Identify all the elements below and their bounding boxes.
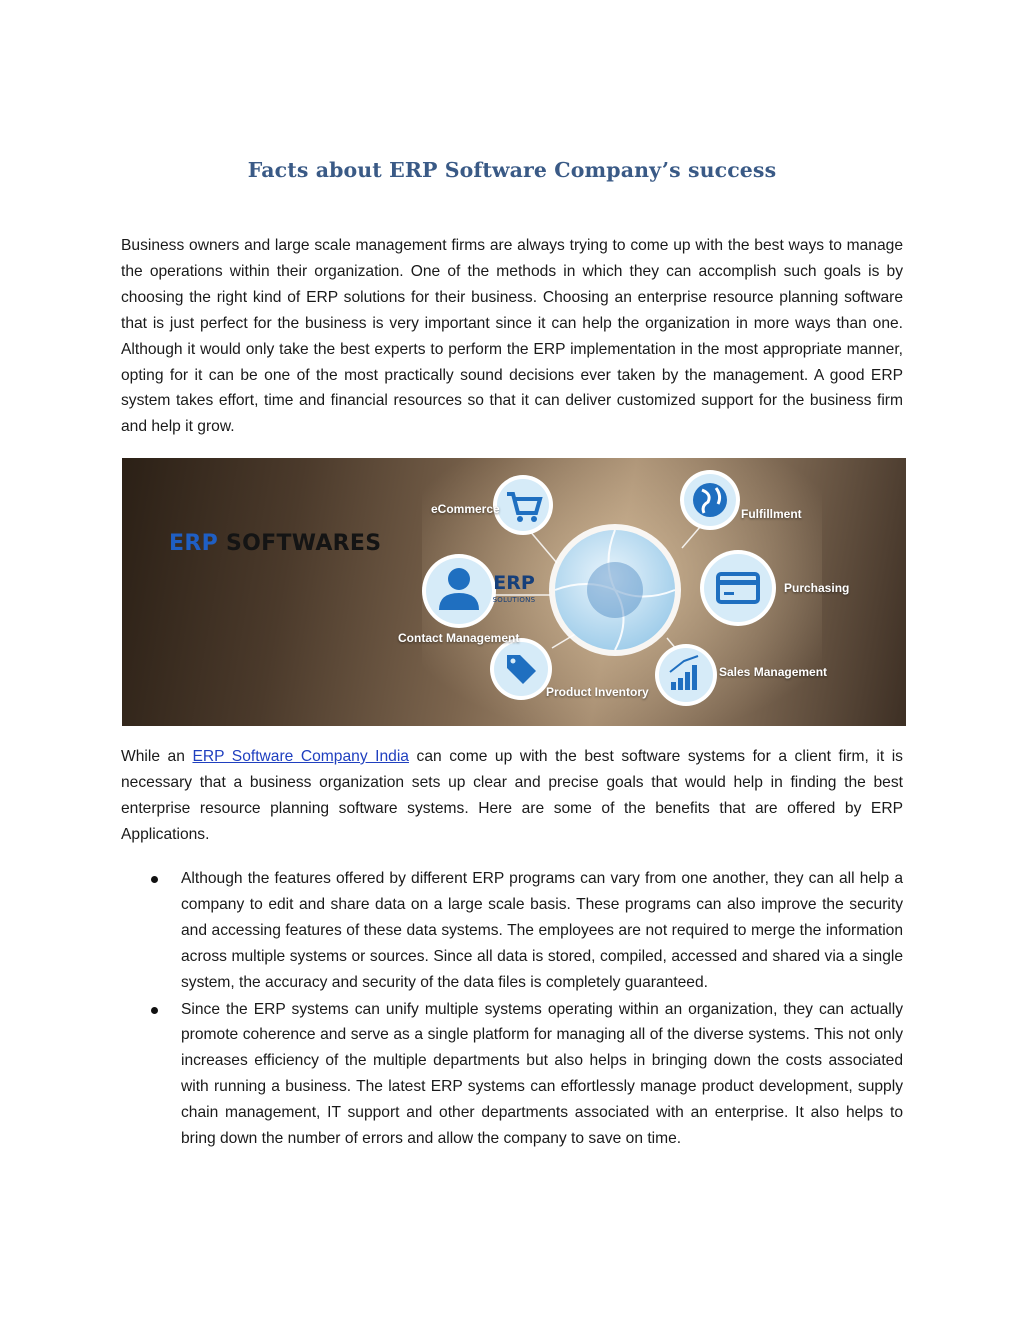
hub-title: ERP: [493, 572, 535, 594]
hub-subtitle: SOLUTIONS: [492, 596, 536, 604]
page-title: Facts about ERP Software Company’s success: [247, 158, 777, 182]
bullet-icon: [151, 1007, 158, 1014]
label-contact-management: Contact Management: [398, 631, 520, 645]
label-sales-management: Sales Management: [719, 665, 828, 679]
label-purchasing: Purchasing: [784, 581, 850, 595]
bullet-icon: [151, 876, 158, 883]
list-item: Since the ERP systems can unify multiple systems operating within an organization, they can actually promote coherence and serve as a single platform for managing all of the diverse systems. This not only increases efficiency of the multiple departments but also helps in bringing down the costs associated with running a business. The latest ERP systems can effortlessly manage product development, supply chain management, IT support and other departments associated with an enterprise. It also helps to bring down the number of errors and allow the company to save on time.: [181, 997, 903, 1152]
list-item: Although the features offered by different ERP programs can vary from one another, they can all help a company to edit and share data on a large scale basis. These programs can also improve the security and accessing features of these data systems. The employees are not required to merge the information across multiple systems or sources. Since all data is stored, compiled, accessed and shared via a single system, the accuracy and security of the data files is completely guaranteed.: [181, 866, 903, 996]
product-tag-icon: [490, 638, 552, 700]
label-ecommerce: eCommerce: [431, 502, 500, 516]
sales-chart-icon: [655, 644, 717, 706]
banner-brand: ERP SOFTWARES: [169, 531, 382, 556]
erp-company-link[interactable]: ERP Software Company India: [192, 748, 409, 765]
ecommerce-icon: [493, 475, 553, 535]
label-product-inventory: Product Inventory: [546, 685, 649, 699]
label-fulfillment: Fulfillment: [741, 507, 802, 521]
erp-banner-image: [122, 458, 906, 726]
fulfillment-globe-icon: [680, 470, 740, 530]
intro-paragraph: Business owners and large scale management firms are always trying to come up with the best ways to manage the operations within their organization. One of the methods in which they can accomplish such goals is by choosing the right kind of ERP solutions for their business. Choosing an enterprise resource planning software that is just perfect for the business is very important since it can help the organization in more ways than one. Although it would only take the best experts to perform the ERP implementation in the most appropriate manner, opting for it can be one of the most practically sound decisions ever taken by the management. A good ERP system takes effort, time and financial resources so that it can deliver customized support for the business firm and help it grow.: [121, 237, 903, 436]
second-paragraph: While an ERP Software Company India can come up with the best software systems for a client firm, it is necessary that a business organization sets up clear and precise goals that would help in finding the best enterprise resource planning software systems. Here are some of the benefits that are offered by ERP Applications.: [121, 748, 903, 843]
benefits-list: [181, 866, 903, 1153]
